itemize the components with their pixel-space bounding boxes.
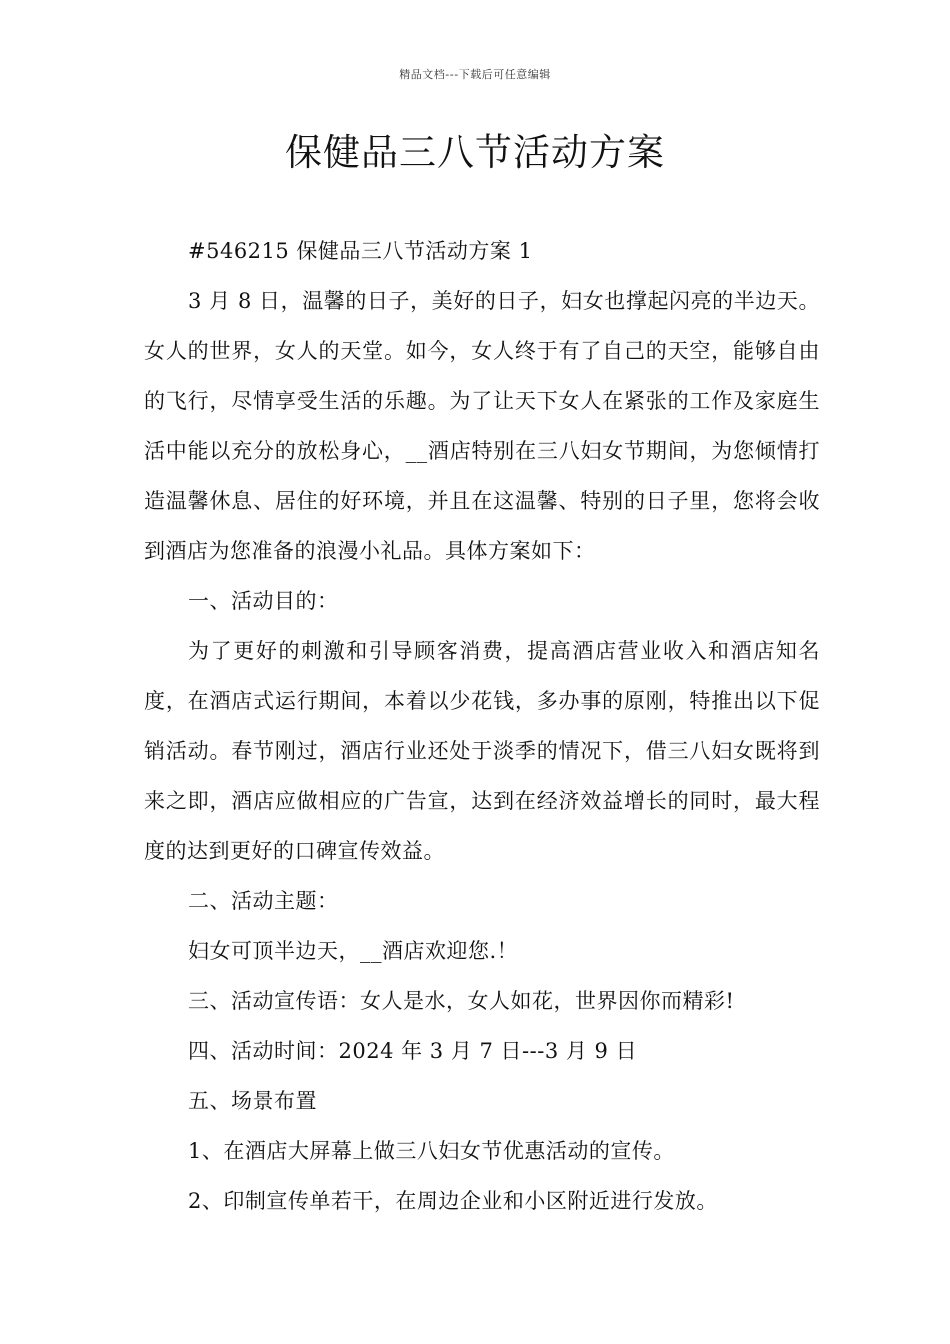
- section-slogan: 三、活动宣传语：女人是水，女人如花，世界因你而精彩!: [188, 989, 735, 1013]
- paragraph-intro: 3 月 8 日，温馨的日子，美好的日子，妇女也撑起闪亮的半边天。女人的世界，女人的天堂。如今，女人终于有了自己的天空，能够自由的飞行，尽情享受生活的乐趣。为了让天下女人在紧张的工作及家庭生活中能以充分的放松身心，__酒店特别在三八妇女节期间，为您倾情打造温馨休息、居住的好环境，并且在这温馨、特别的日子里，您将会收到酒店为您准备的浪漫小礼品。具体方案如下：: [144, 289, 820, 563]
- document-title: 保健品三八节活动方案: [285, 131, 665, 174]
- paragraph-purpose: 为了更好的刺激和引导顾客消费，提高酒店营业收入和酒店知名度，在酒店式运行期间，本着以少花钱，多办事的原刚，特推出以下促销活动。春节刚过，酒店行业还处于淡季的情况下，借三八妇女既将到来之即，酒店应做相应的广告宣，达到在经济效益增长的同时，最大程度的达到更好的口碑宣传效益。: [144, 639, 820, 863]
- paragraph-theme: 妇女可顶半边天，__酒店欢迎您.！: [188, 939, 519, 963]
- section-heading-theme: 二、活动主题：: [188, 889, 339, 913]
- paragraph-plan-heading: #546215 保健品三八节活动方案 1: [188, 239, 533, 263]
- section-heading-layout: 五、场景布置: [188, 1089, 317, 1113]
- document-body: [144, 226, 820, 1226]
- page-header: 精品文档---下载后可任意编辑: [399, 68, 551, 81]
- section-heading-purpose: 一、活动目的：: [188, 589, 339, 613]
- section-time: 四、活动时间：2024 年 3 月 7 日---3 月 9 日: [188, 1039, 638, 1063]
- list-item-flyers: 2、印制宣传单若干，在周边企业和小区附近进行发放。: [188, 1189, 718, 1213]
- list-item-screen: 1、在酒店大屏幕上做三八妇女节优惠活动的宣传。: [188, 1139, 675, 1163]
